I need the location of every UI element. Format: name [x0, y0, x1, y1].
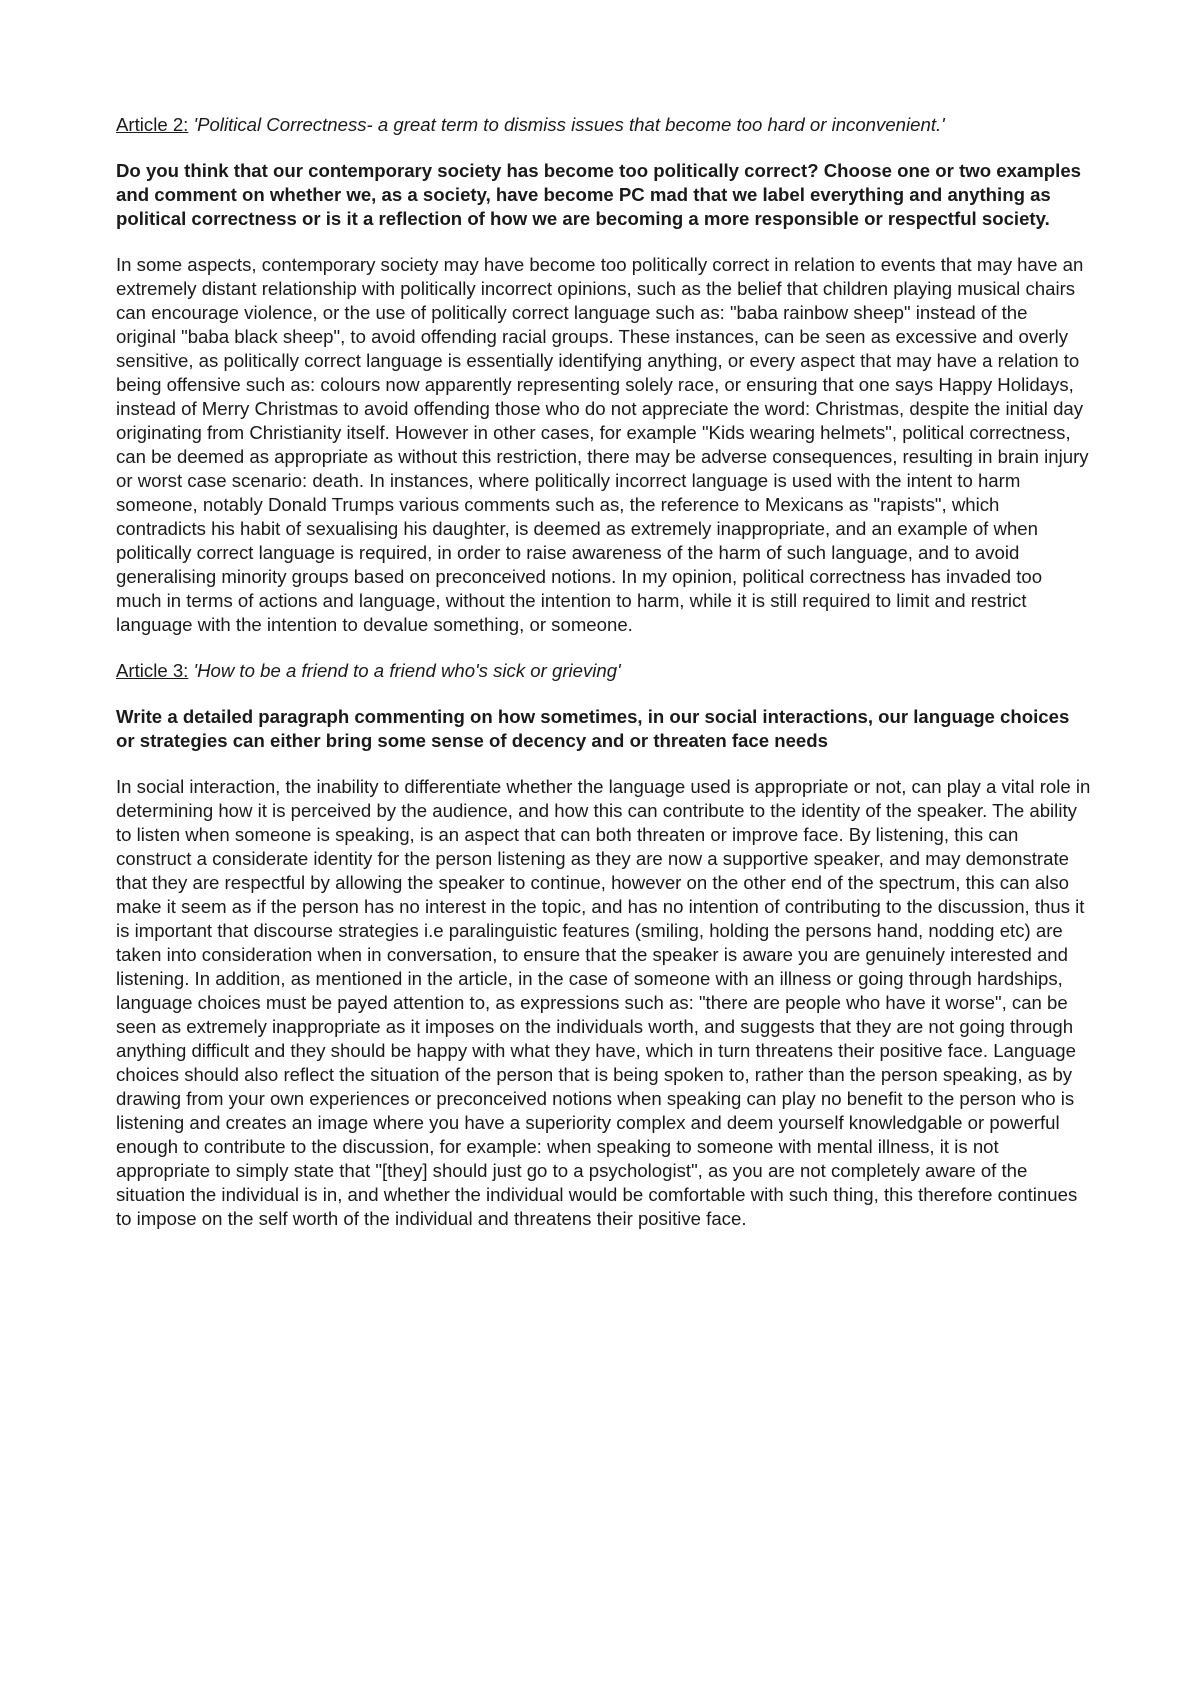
- article-3-label: Article 3:: [116, 660, 189, 681]
- article-2-title: 'Political Correctness- a great term to dismiss issues that become too hard or inconvenient.': [193, 114, 945, 135]
- article-3-title: 'How to be a friend to a friend who's sick or grieving': [193, 660, 621, 681]
- article-3-response: In social interaction, the inability to differentiate whether the language used is appropriate or not, can play a vital role in determining how it is perceived by the audience, and how this can contribute to the identity of the speaker. The ability to listen when someone is speaking, is an aspect that can both threaten or improve face. By listening, this can construct a considerate identity for the person listening as they are now a supportive speaker, and may demonstrate that they are respectful by allowing the speaker to continue, however on the other end of the spectrum, this can also make it seem as if the person has no interest in the topic, and has no intention of contributing to the discussion, thus it is important that discourse strategies i.e paralinguistic features (smiling, holding the persons hand, nodding etc) are taken into consideration when in conversation, to ensure that the speaker is aware you are genuinely interested and listening. In addition, as mentioned in the article, in the case of someone with an illness or going through hardships, language choices must be payed attention to, as expressions such as: "there are people who have it worse", can be seen as extremely inappropriate as it imposes on the individuals worth, and suggests that they are not going through anything difficult and they should be happy with what they have, which in turn threatens their positive face. Language choices should also reflect the situation of the person that is being spoken to, rather than the person speaking, as by drawing from your own experiences or preconceived notions when speaking can play no benefit to the person who is listening and creates an image where you have a superiority complex and deem yourself knowledgable or powerful enough to contribute to the discussion, for example: when speaking to someone with mental illness, it is not appropriate to simply state that "[they] should just go to a psychologist", as you are not completely aware of the situation the individual is in, and whether the individual would be comfortable with such thing, this therefore continues to impose on the self worth of the individual and threatens their positive face.: [116, 776, 1091, 1229]
- article-3-heading: [116, 659, 1091, 683]
- article-2-label: Article 2:: [116, 114, 189, 135]
- article-3-question: Write a detailed paragraph commenting on how sometimes, in our social interactions, our language choices or strategies can either bring some sense of decency and or threaten face needs: [116, 706, 1070, 751]
- document-page: [116, 113, 1091, 1253]
- article-2-response: In some aspects, contemporary society may have become too politically correct in relation to events that may have an extremely distant relationship with politically incorrect opinions, such as the belief that children playing musical chairs can encourage violence, or the use of politically correct language such as: "baba rainbow sheep" instead of the original "baba black sheep", to avoid offending racial groups. These instances, can be seen as excessive and overly sensitive, as politically correct language is essentially identifying anything, or every aspect that may have a relation to being offensive such as: colours now apparently representing solely race, or ensuring that one says Happy Holidays, instead of Merry Christmas to avoid offending those who do not appreciate the word: Christmas, despite the initial day originating from Christianity itself. However in other cases, for example "Kids wearing helmets", political correctness, can be deemed as appropriate as without this restriction, there may be adverse consequences, resulting in brain injury or worst case scenario: death. In instances, where politically incorrect language is used with the intent to harm someone, notably Donald Trumps various comments such as, the reference to Mexicans as "rapists", which contradicts his habit of sexualising his daughter, is deemed as extremely inappropriate, and an example of when politically correct language is required, in order to raise awareness of the harm of such language, and to avoid generalising minority groups based on preconceived notions. In my opinion, political correctness has invaded too much in terms of actions and language, without the intention to harm, while it is still required to limit and restrict language with the intention to devalue something, or someone.: [116, 254, 1089, 635]
- article-2-heading: [116, 113, 1091, 137]
- article-2-question: Do you think that our contemporary society has become too politically correct? Choose one or two examples and comment on whether we, as a society, have become PC mad that we label everything and anything as political correctness or is it a reflection of how we are becoming a more responsible or respectful society.: [116, 160, 1082, 229]
